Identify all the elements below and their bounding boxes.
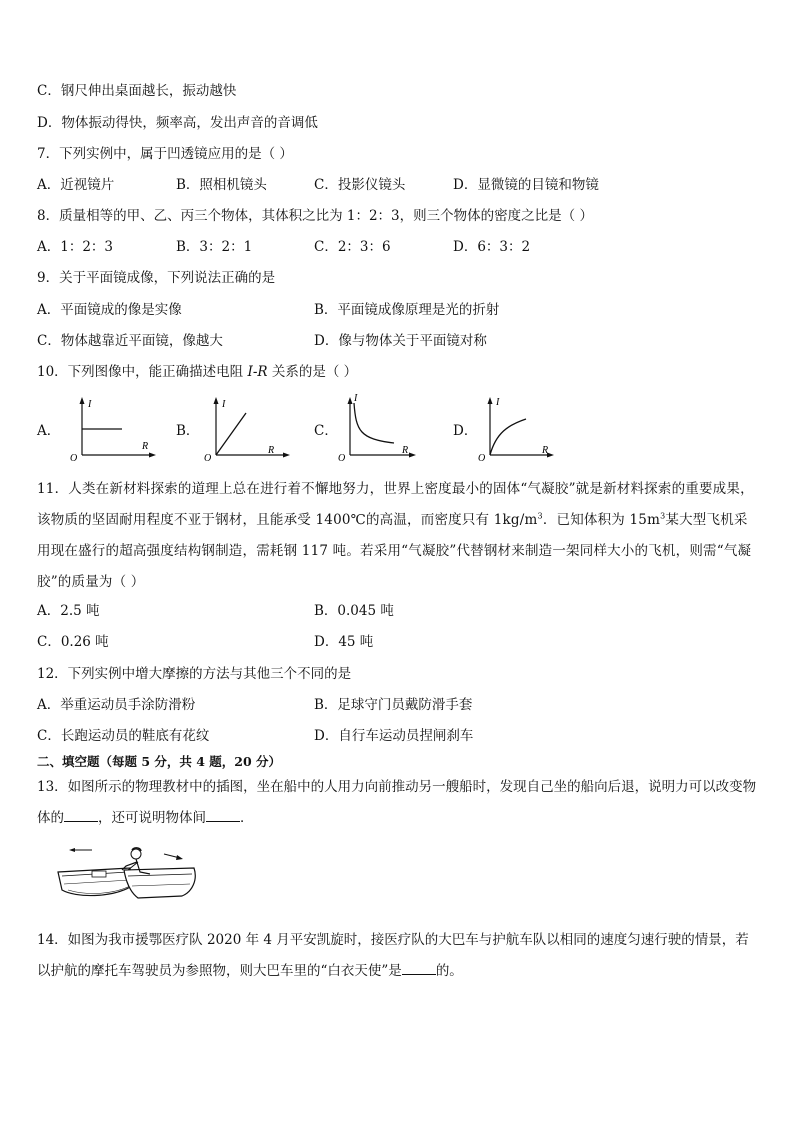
q11-option-a: A．2.5 吨 <box>37 603 100 619</box>
q10-option-b-label: B． <box>176 423 200 439</box>
q9-option-a: A．平面镜成的像是实像 <box>37 302 182 318</box>
q11-option-b: B．0.045 吨 <box>314 603 394 619</box>
q10-graph-d-axis-r: R <box>542 445 549 456</box>
q12-stem: 12．下列实例中增大摩擦的方法与其他三个不同的是 <box>37 666 352 682</box>
q10-graph-c <box>334 393 426 463</box>
q9-option-b: B．平面镜成像原理是光的折射 <box>314 302 500 318</box>
q10-option-c-label: C． <box>314 423 338 439</box>
q10-graph-b-axis-i: I <box>222 399 226 410</box>
q10-graph-d-origin: O <box>478 453 486 463</box>
q8-stem: 8．质量相等的甲、乙、丙三个物体，其体积之比为 1：2：3，则三个物体的密度之比是（ ） <box>37 208 593 224</box>
q13-stem <box>37 772 759 834</box>
q11-sup-1: 3 <box>537 511 543 521</box>
q13-blank-1[interactable] <box>64 807 98 822</box>
q14-text-1: 14．如图为我市援鄂医疗队 2020 年 4 月平安凯旋时，接医疗队的大巴车与护航车队以相同的速度匀速行驶的情景，若以护航的摩托车驾驶员为参照物，则大巴车里的“白衣天使”是 <box>37 932 749 979</box>
q13-blank-2[interactable] <box>206 807 240 822</box>
q10-option-a-label: A． <box>37 423 61 439</box>
q11-text-1: 11．人类在新材料探索的道理上总在进行着不懈地努力，世界上密度最小的固体“气凝胶”就是新材料探索的重要成果，该物质的坚固耐用程度不亚于钢材，且能承受 1400℃的高温，而密度只有 1kg/m <box>37 481 754 528</box>
q7-option-d: D．显微镜的目镜和物镜 <box>453 177 599 193</box>
q7-option-b: B．照相机镜头 <box>176 177 267 193</box>
q11-stem <box>37 474 759 598</box>
q11-option-d: D．45 吨 <box>314 634 374 650</box>
boat-illustration <box>52 840 202 908</box>
q10-graph-a <box>66 393 158 463</box>
q9-option-d: D．像与物体关于平面镜对称 <box>314 333 487 349</box>
q10-stem-variable: I-R <box>247 364 268 380</box>
q8-option-c: C．2：3：6 <box>314 239 391 255</box>
q12-option-b: B．足球守门员戴防滑手套 <box>314 697 473 713</box>
q10-option-d-label: D． <box>453 423 478 439</box>
q6-option-d: D．物体振动得快，频率高，发出声音的音调低 <box>37 115 318 131</box>
q10-stem-post: 关系的是（ ） <box>267 364 358 380</box>
section-2-title: 二、填空题（每题 5 分，共 4 题，20 分） <box>37 754 282 769</box>
q14-text-2: 的。 <box>435 963 463 979</box>
q10-graph-b <box>200 393 292 463</box>
q12-option-d: D．自行车运动员捏闸刹车 <box>314 728 474 744</box>
q8-option-d: D．6：3：2 <box>453 239 531 255</box>
q11-sup-2: 3 <box>660 511 666 521</box>
q10-graph-d-curve <box>490 419 526 455</box>
q7-option-a: A．近视镜片 <box>37 177 115 193</box>
q10-graph-a-origin: O <box>70 453 78 463</box>
q6-option-c: C．钢尺伸出桌面越长，振动越快 <box>37 83 237 99</box>
q7-option-c: C．投影仪镜头 <box>314 177 406 193</box>
q9-option-c: C．物体越靠近平面镜，像越大 <box>37 333 223 349</box>
q8-option-b: B．3：2：1 <box>176 239 253 255</box>
q10-graph-a-axis-r: R <box>142 441 149 452</box>
q10-graph-b-origin: O <box>204 453 212 463</box>
q13-text-2: ，还可说明物体间 <box>98 810 206 826</box>
q10-graph-a-axis-i: I <box>88 399 92 410</box>
q14-stem <box>37 925 759 987</box>
q12-option-c: C．长跑运动员的鞋底有花纹 <box>37 728 210 744</box>
q10-graph-b-curve <box>216 413 246 455</box>
q10-graph-c-axis-r: R <box>402 445 409 456</box>
q8-option-a: A．1：2：3 <box>37 239 114 255</box>
q7-stem: 7．下列实例中，属于凹透镜应用的是（ ） <box>37 146 293 162</box>
q11-text-3: 某大型飞机采用现在盛行的超高强度结构钢制造，需耗钢 117 吨。若采用“气凝胶”代替钢材来制造一架同样大小的飞机，则需“气凝胶”的质量为（ ） <box>37 512 752 590</box>
q10-graph-c-origin: O <box>338 453 346 463</box>
q10-graph-c-axis-i: I <box>354 393 358 404</box>
q10-graph-b-axis-r: R <box>268 445 275 456</box>
q10-stem-pre: 10．下列图像中，能正确描述电阻 <box>37 364 248 380</box>
q10-graph-c-curve <box>354 403 394 443</box>
q11-text-2: ．已知体积为 15m <box>542 512 661 528</box>
q10-graph-d <box>474 393 566 463</box>
q14-blank[interactable] <box>402 960 436 975</box>
q12-option-a: A．举重运动员手涂防滑粉 <box>37 697 196 713</box>
q11-option-c: C．0.26 吨 <box>37 634 109 650</box>
q10-graph-d-axis-i: I <box>496 397 500 408</box>
q10-stem <box>37 362 357 382</box>
q13-text-3: ． <box>240 810 254 826</box>
q13-text-1: 13．如图所示的物理教材中的插图，坐在船中的人用力向前推动另一艘船时，发现自己坐的船向后退，说明力可以改变物体的 <box>37 779 757 826</box>
q9-stem: 9．关于平面镜成像，下列说法正确的是 <box>37 270 276 286</box>
